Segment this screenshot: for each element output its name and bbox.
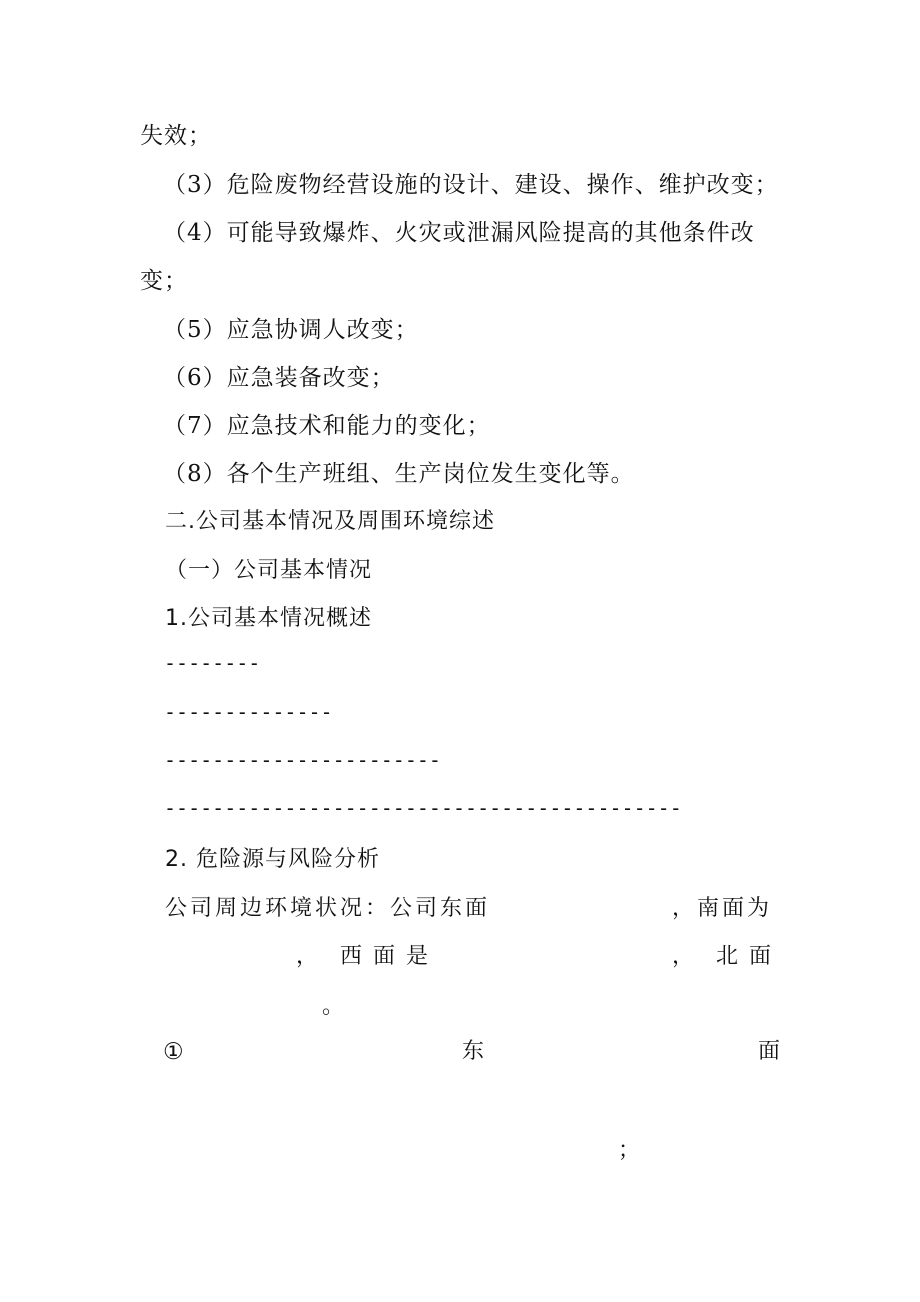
env-south: ，南面为: [672, 896, 773, 921]
text-line-7: （7）应急技术和能力的变化；: [163, 413, 491, 439]
section-heading-2: 二.公司基本情况及周围环境综述: [165, 509, 495, 534]
blank-line-1: --------: [164, 651, 261, 675]
section-heading-hazard: 2. 危险源与风险分析: [165, 847, 380, 872]
blank-line-3: -----------------------: [164, 748, 441, 772]
subsection-heading-1-1: 1.公司基本情况概述: [165, 606, 372, 631]
east-item-face: 面: [758, 1039, 781, 1064]
env-west: 西 面 是: [340, 944, 430, 969]
east-item-marker: ①: [163, 1039, 184, 1065]
text-line-8: （8）各个生产班组、生产岗位发生变化等。: [163, 461, 635, 487]
text-line-6: （6）应急装备改变；: [163, 365, 395, 391]
text-line-1: 失效；: [140, 123, 212, 149]
text-line-5: （5）应急协调人改变；: [163, 317, 419, 343]
text-line-3: （4）可能导致爆炸、火灾或泄漏风险提高的其他条件改: [163, 220, 755, 246]
env-period: 。: [322, 994, 345, 1019]
east-item-semicolon: ；: [618, 1138, 641, 1163]
env-north: 北 面: [716, 944, 773, 969]
subsection-heading-1: （一）公司基本情况: [165, 558, 373, 583]
east-item-east: 东: [462, 1039, 485, 1064]
env-line-label: 公司周边环境状况：公司东面: [165, 896, 491, 921]
env-comma-2: ，: [672, 944, 695, 969]
blank-line-4: -------------------------------------------: [164, 796, 682, 820]
text-line-4: 变；: [140, 268, 188, 294]
text-line-2: （3）危险废物经营设施的设计、建设、操作、维护改变；: [163, 172, 779, 198]
blank-line-2: --------------: [164, 700, 333, 724]
env-comma-1: ，: [296, 944, 319, 969]
